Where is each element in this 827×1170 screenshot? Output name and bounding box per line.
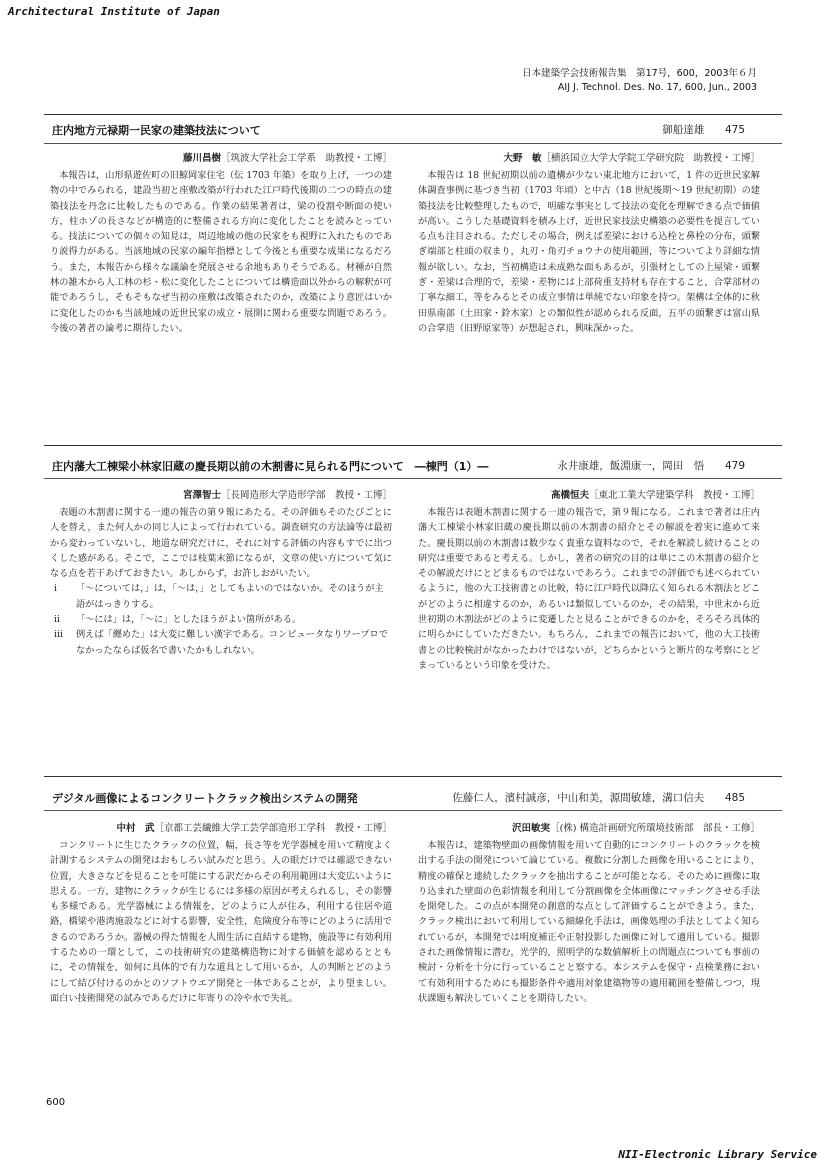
article-2-authors — [557, 458, 745, 473]
page-number: 600 — [46, 1097, 66, 1108]
reviewer-line — [418, 152, 760, 166]
journal-citation-jp: 日本建築学会技術報告集 第17号，600，2003年６月 — [522, 68, 757, 79]
article-1-title: 庄内地方元禄期一民家の建築技法について — [52, 124, 261, 137]
review-item — [50, 612, 392, 627]
publisher-header: Architectural Institute of Japan — [8, 5, 220, 18]
article-1-author-names: 御船達雄 — [662, 124, 705, 136]
article-1-top-rule — [44, 114, 782, 115]
review-text — [418, 838, 760, 1006]
reviewer-name: 宮澤智士 — [182, 490, 221, 501]
reviewer-affiliation: ［筑波大学社会工学系 助教授・工博］ — [220, 153, 392, 164]
review-item-list — [50, 581, 392, 657]
article-2-title-rule — [44, 478, 782, 479]
reviewer-line — [418, 822, 760, 836]
reviewer-line — [50, 489, 392, 503]
reviewer-line — [50, 152, 392, 166]
article-3-title: デジタル画像によるコンクリートクラック検出システムの開発 — [52, 792, 358, 805]
article-2-page: 479 — [724, 460, 745, 472]
reviewer-affiliation: ［(株) 構造計画研究所環境技術部 部長・工修］ — [550, 823, 760, 834]
article-1-review-1 — [50, 152, 392, 336]
review-item — [50, 581, 392, 612]
item-text: 例えば「纒めた」は大変に難しい漢字である。コンピュータなりワープロでなかったならば仮名で書いたかもしれない。 — [76, 629, 388, 656]
article-2-top-rule — [44, 445, 782, 446]
review-paragraph: 本報告は，建築物壁面の画像情報を用いて自動的にコンクリートのクラックを検出する手法の開発について論じている。複数に分割した画像を用いることにより，精度の確保と連続したクラックを抽出することが可能となる。そのために画像に取り込まれた壁面の色彩情報を利用して分割画像を全体画像にマッチングさせる手法を開発した。この点が本開発の創意的な点として評価することができよう。また，クラック検出において利用している細線化手法は，画像処理の手法としてよく知られているが，本開発では明度補正や正射投影した画像に対して適用している。撮影された画像情報に潜む，光学的，照明学的な数値解析上の問題点についても事前の検討・分析を十分に行っていることと察する。本システムを保守・点検業務において有効利用するためにも撮影条件や適用対象建築物等の適用範囲を整備しつつ，現状課題も解決していくことを期待したい。 — [418, 840, 760, 1004]
review-paragraph: 本報告は表題木割書に関する一連の報告で，第９報になる。これまで著者は庄内藩大工棟梁小林家旧蔵の慶長期以前の木割書の紹介とその解説を着実に進めて来た。慶長期以前の木割書は数少なく貴重な資料なので，それを解読し続けることの研究は重要であると考える。しかし，著者の研究の目的は単にこの木割書の紹介とその解説だけにとどまるものではないであろう。これまでの評価でも述べられているように，他の大工技術書との比較，特に江戸時代以降広く知られる木割法とどこがどのように相違するのか，あるいは類似しているのか，その結果，中世末から近世初期の木割法がどのように変遷したと見ることができるのかを，そろそろ具体的に明らかにしていただきたい。もちろん，これまでの報告において，他の大工技術書との比較検討がなかったわけではないが，どちらかというと断片的な考察にとどまっているという印象を受けた。 — [418, 507, 760, 671]
item-text: 「〜には」は，「〜に」としたほうがよい箇所がある。 — [76, 614, 302, 626]
article-3-review-1 — [50, 822, 392, 1006]
article-2-review-1 — [50, 489, 392, 658]
article-3-top-rule — [44, 776, 782, 777]
reviewer-affiliation: ［東北工業大学建築学科 教授・工博］ — [588, 490, 760, 501]
article-3-review-2 — [418, 822, 760, 1006]
item-number: i — [54, 583, 57, 595]
item-text: 「〜については，」は，「〜は，」としてもよいのではないか。そのほうが主語がはっきりする。 — [76, 583, 384, 610]
review-item — [50, 627, 392, 658]
reviewer-line — [418, 489, 760, 503]
article-3-title-rule — [44, 810, 782, 811]
reviewer-affiliation: ［京都工芸繊維大学工芸学部造形工学科 教授・工博］ — [154, 823, 392, 834]
article-3-authors — [452, 790, 745, 805]
review-text — [50, 838, 392, 1006]
item-number: iii — [54, 629, 63, 641]
journal-citation — [522, 67, 757, 95]
article-1-review-2 — [418, 152, 760, 336]
reviewer-line — [50, 822, 392, 836]
reviewer-name: 高橋恒夫 — [550, 490, 589, 501]
review-paragraph: 表題の木割書に関する一連の報告の第９報にあたる。その評価もそのたびごとに人を替え，また何人かの同じ人によって行われている。調査研究の方法論等は最初から変わっていないし，地道な研究だけに，それに対する評価の内容もすでに出つくした感がある。そこで，ここでは枝葉末節になるが，文章の使い方について気になる点を若干あげておきたい。あしからず，お許しおがいたい。 — [50, 507, 392, 580]
review-text — [50, 168, 392, 336]
article-1-title-rule — [44, 143, 782, 144]
reviewer-affiliation: ［横浜国立大学大学院工学研究院 助教授・工博］ — [541, 153, 760, 164]
review-paragraph: コンクリートに生じたクラックの位置，幅，長さ等を光学器械を用いて精度よく計測するシステムの開発はおもしろい試みだと思う。人の眼だけでは確認できない位置，大きさなどを見ることを可能にする訳だからその利用範囲は大変広いように思える。一方，建物にクラックが生じるには多様の原因が考えられるし，その影響も多様である。光学器械による情報を，どのように人が住み，利用する住居や道路，橋梁や港湾施設などに対する影響，安全性，危険度分布等にどのように活用できるのであろうか。器械の得た情報を人間生活に直結する建物，施設等に有効利用するための一環として，この技術研究の建築構造物に対する価値を認めるとともに，その情報を，如何に具体的で有力な道具として用いるか，人の判断とどのようにして結び付けるのかとのソフトウエア開発と一体であることが，より望ましい。面白い技術開発の試みであるだけに年寄りの冷や水で失礼。 — [50, 840, 392, 1004]
journal-citation-en: AIJ J. Technol. Des. No. 17, 600, Jun., 2003 — [557, 82, 757, 93]
article-2-title: 庄内藩大工棟梁小林家旧蔵の慶長期以前の木割書に見られる門について ―棟門（1）― — [52, 460, 489, 473]
reviewer-name: 大野 敏 — [503, 153, 542, 164]
reviewer-name: 沢田敏実 — [512, 823, 551, 834]
article-2-review-2 — [418, 489, 760, 673]
review-text — [418, 168, 760, 336]
service-footer: NII-Electronic Library Service — [618, 1148, 817, 1161]
review-paragraph: 本報告は，山形県遊佐町の旧鯨岡家住宅（伝 1703 年築）を取り上げ，一つの建物の中でみられる，建設当初と座敷改築が行われた江戸時代後期の二つの時点の建築技法を丹念に比較したものである。作業の結果著者は，梁の役割や断面の使い方，柱ホゾの長さなどが構造的に整備される方向に変化したことを読みとっている。技法についての個々の知見は，周辺地域の他の民家をも視野に入れたものであり説得力がある。当該地域の民家の編年指標として今後とも重要な成果になるだろう。また，本報告から様々な議論を発展させる余地もありそうである。材種が自然林の雑木から人工林の杉・松に変化したことについては構造面以外からの解釈が可能であろうし，そもそもなぜ当初の座敷は改築されたのか，改築により意匠はいかに変化したのかも当該地域の近世民家の成立・展開に関わる重要な問題であろう。今後の著者の論考に期待したい。 — [50, 170, 392, 334]
review-paragraph: 本報告は 18 世紀初期以前の遺構が少ない東北地方において，1 件の近世民家解体調査事例に基づき当初（1703 年頃）と中古（18 世紀後期〜19 世紀初期）の建築技法を比較整理したもので，明確な事実として技法の変化を理解できる点で価値が高い。こうした基礎資料を積み上げ，近世民家技法史構築の必要性を提言している点も注目される。ただしその場合，例えば差梁における込栓と鼻栓の分布，頭繋ぎ端部と柱頭の収まり，丸刃・角刃チョウナの使用範囲，等についてより詳細な情報が欲しい。なお，当初構造は未成熟な面もあるが，引張材としての上屋梁・頭繋ぎ・差梁は合理的で，差梁・差物には上部荷重支持材も存在すること，合掌部材の丁寧な細工，等をみるとその成立事情は単純でない印象を持つ。架構は全体的に秋田県南部（土田家・鈴木家）との類似性が認められる反面，五平の頭繋ぎは富山県の合掌造（旧野原家等）が想起され，興味深かった。 — [418, 170, 760, 334]
article-1-page: 475 — [724, 124, 745, 136]
article-2-author-names: 永井康雄，飯淵康一，岡田 悟 — [557, 460, 705, 472]
article-3-author-names: 佐藤仁人，濱村誠彦，中山和美，源間敏雄，溝口信夫 — [452, 792, 705, 804]
review-text — [418, 505, 760, 673]
reviewer-affiliation: ［長岡造形大学造形学部 教授・工博］ — [220, 490, 392, 501]
article-3-page: 485 — [724, 792, 745, 804]
reviewer-name: 藤川昌樹 — [182, 153, 221, 164]
reviewer-name: 中村 武 — [116, 823, 155, 834]
article-1-authors — [662, 122, 745, 137]
item-number: ii — [54, 614, 60, 626]
review-text — [50, 505, 392, 581]
